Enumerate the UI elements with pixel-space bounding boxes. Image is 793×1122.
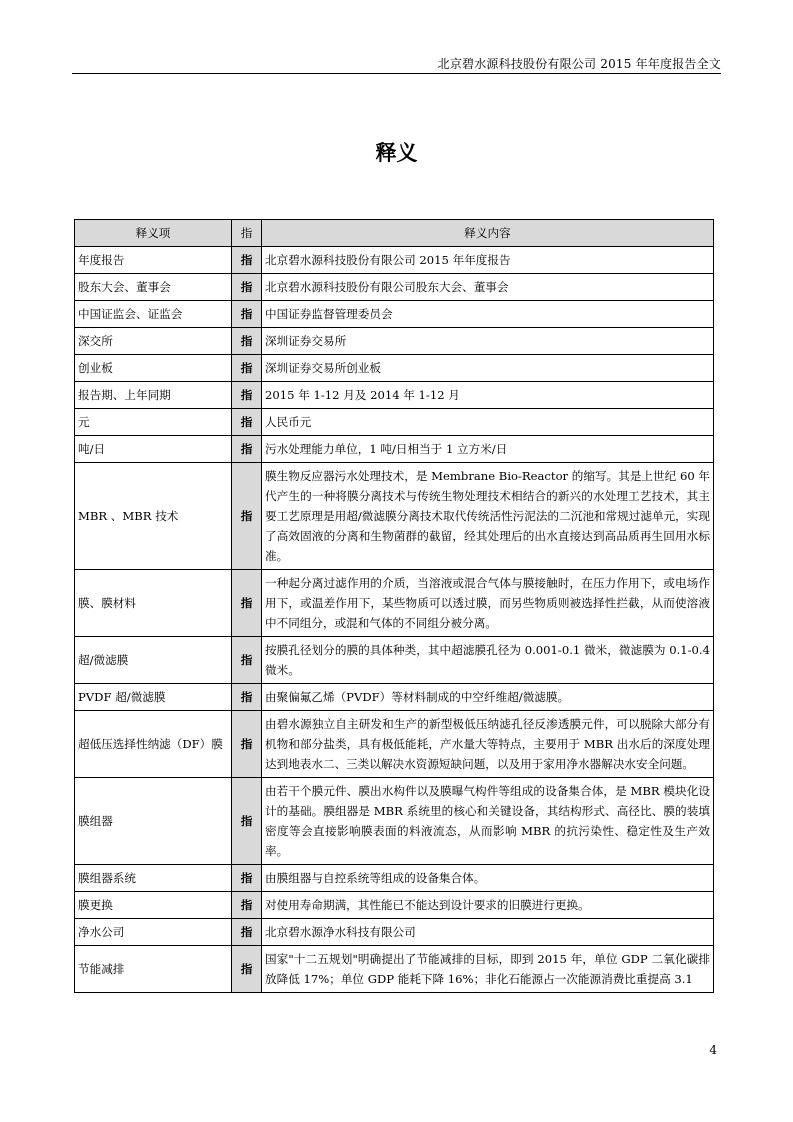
- glossary-term-cell: 节能减排: [75, 946, 232, 993]
- glossary-term-cell: 中国证监会、证监会: [75, 301, 232, 328]
- glossary-definition-cell: 北京碧水源科技股份有限公司 2015 年年度报告: [262, 247, 714, 274]
- glossary-definition-cell: 由若干个膜元件、膜出水构件以及膜曝气构件等组成的设备集合体，是 MBR 模块化设计的基础。膜组器是 MBR 系统里的核心和关键设备，其结构形式、高径比、膜的装填密度等会直接影响膜表面的料液流态，从而影响 MBR 的抗污染性、稳定性及生产效率。: [262, 778, 714, 865]
- glossary-zhi-cell: 指: [232, 946, 262, 993]
- glossary-definition-cell: 深圳证券交易所: [262, 328, 714, 355]
- glossary-term-cell: 超/微滤膜: [75, 637, 232, 684]
- glossary-definition-cell: 人民币元: [262, 409, 714, 436]
- glossary-row: [75, 637, 714, 684]
- glossary-term-cell: PVDF 超/微滤膜: [75, 684, 232, 711]
- glossary-definition-cell: 按膜孔径划分的膜的具体种类，其中超滤膜孔径为 0.001-0.1 微米，微滤膜为 0.1-0.4 微米。: [262, 637, 714, 684]
- glossary-term-cell: 报告期、上年同期: [75, 382, 232, 409]
- glossary-zhi-cell: 指: [232, 328, 262, 355]
- glossary-row: [75, 247, 714, 274]
- glossary-zhi-cell: 指: [232, 355, 262, 382]
- glossary-term-cell: 净水公司: [75, 919, 232, 946]
- glossary-definition-cell: 国家"十二五规划"明确提出了节能减排的目标，即到 2015 年，单位 GDP 二氧化碳排放降低 17%；单位 GDP 能耗下降 16%；非化石能源占一次能源消费比重提高 3.1: [262, 946, 714, 993]
- glossary-definition-cell: 由碧水源独立自主研发和生产的新型极低压纳滤孔径反渗透膜元件，可以脱除大部分有机物和部分盐类，具有极低能耗，产水量大等特点，主要用于 MBR 出水后的深度处理达到地表水二、三类以解决水资源短缺问题，以及用于家用净水器解决水安全问题。: [262, 711, 714, 778]
- glossary-zhi-cell: 指: [232, 637, 262, 684]
- glossary-term-cell: 膜组器系统: [75, 865, 232, 892]
- glossary-row: [75, 778, 714, 865]
- glossary-header-row: [75, 220, 714, 247]
- glossary-term-cell: 创业板: [75, 355, 232, 382]
- glossary-definition-cell: 中国证券监督管理委员会: [262, 301, 714, 328]
- page-number: 4: [709, 1043, 717, 1057]
- header-divider: [72, 73, 721, 74]
- glossary-definition-cell: 北京碧水源科技股份有限公司股东大会、董事会: [262, 274, 714, 301]
- glossary-definition-cell: 由膜组器与自控系统等组成的设备集合体。: [262, 865, 714, 892]
- glossary-term-cell: 吨/日: [75, 436, 232, 463]
- glossary-zhi-cell: 指: [232, 892, 262, 919]
- glossary-zhi-cell: 指: [232, 274, 262, 301]
- glossary-definition-cell: 一种起分离过滤作用的介质，当溶液或混合气体与膜接触时，在压力作用下，或电场作用下，或温差作用下，某些物质可以透过膜，而另些物质则被选择性拦截，从而使溶液中不同组分，或混和气体的不同组分被分离。: [262, 570, 714, 637]
- glossary-term-cell: 膜组器: [75, 778, 232, 865]
- glossary-definition-cell: 北京碧水源净水科技有限公司: [262, 919, 714, 946]
- glossary-zhi-cell: 指: [232, 570, 262, 637]
- glossary-zhi-cell: 指: [232, 382, 262, 409]
- glossary-row: [75, 301, 714, 328]
- page-title: 释义: [375, 141, 418, 165]
- glossary-term-cell: MBR 、MBR 技术: [75, 463, 232, 570]
- glossary-definition-cell: 由聚偏氟乙烯（PVDF）等材料制成的中空纤维超/微滤膜。: [262, 684, 714, 711]
- glossary-definition-cell: 对使用寿命期满，其性能已不能达到设计要求的旧膜进行更换。: [262, 892, 714, 919]
- glossary-row: [75, 355, 714, 382]
- glossary-zhi-cell: 指: [232, 247, 262, 274]
- glossary-term-cell: 膜、膜材料: [75, 570, 232, 637]
- header-definition: 释义内容: [262, 220, 714, 247]
- glossary-row: [75, 919, 714, 946]
- glossary-zhi-cell: 指: [232, 436, 262, 463]
- glossary-definition-cell: 污水处理能力单位，1 吨/日相当于 1 立方米/日: [262, 436, 714, 463]
- glossary-row: [75, 711, 714, 778]
- glossary-zhi-cell: 指: [232, 919, 262, 946]
- glossary-term-cell: 膜更换: [75, 892, 232, 919]
- glossary-row: [75, 892, 714, 919]
- glossary-row: [75, 328, 714, 355]
- glossary-row: [75, 409, 714, 436]
- glossary-zhi-cell: 指: [232, 301, 262, 328]
- glossary-term-cell: 元: [75, 409, 232, 436]
- glossary-row: [75, 436, 714, 463]
- glossary-definition-cell: 膜生物反应器污水处理技术，是 Membrane Bio-Reactor 的缩写。其是上世纪 60 年代产生的一种将膜分离技术与传统生物处理技术相结合的新兴的水处理工艺技术，其主要工艺原理是用超/微滤膜分离技术取代传统活性污泥法的二沉池和常规过滤单元，实现了高效固液的分离和生物菌群的截留，经其处理后的出水直接达到高品质再生回用水标准。: [262, 463, 714, 570]
- glossary-term-cell: 超低压选择性纳滤（DF）膜: [75, 711, 232, 778]
- glossary-zhi-cell: 指: [232, 684, 262, 711]
- glossary-definition-cell: 2015 年 1-12 月及 2014 年 1-12 月: [262, 382, 714, 409]
- glossary-zhi-cell: 指: [232, 778, 262, 865]
- header-term: 释义项: [75, 220, 232, 247]
- glossary-term-cell: 年度报告: [75, 247, 232, 274]
- glossary-table: [74, 219, 714, 993]
- glossary-zhi-cell: 指: [232, 711, 262, 778]
- glossary-row: [75, 463, 714, 570]
- report-header-title: 北京碧水源科技股份有限公司 2015 年年度报告全文: [437, 57, 721, 71]
- glossary-row: [75, 382, 714, 409]
- glossary-row: [75, 570, 714, 637]
- glossary-definition-cell: 深圳证券交易所创业板: [262, 355, 714, 382]
- glossary-row: [75, 946, 714, 993]
- glossary-row: [75, 274, 714, 301]
- glossary-row: [75, 684, 714, 711]
- glossary-zhi-cell: 指: [232, 865, 262, 892]
- glossary-term-cell: 股东大会、董事会: [75, 274, 232, 301]
- glossary-zhi-cell: 指: [232, 463, 262, 570]
- glossary-zhi-cell: 指: [232, 409, 262, 436]
- header-zhi: 指: [232, 220, 262, 247]
- glossary-row: [75, 865, 714, 892]
- glossary-term-cell: 深交所: [75, 328, 232, 355]
